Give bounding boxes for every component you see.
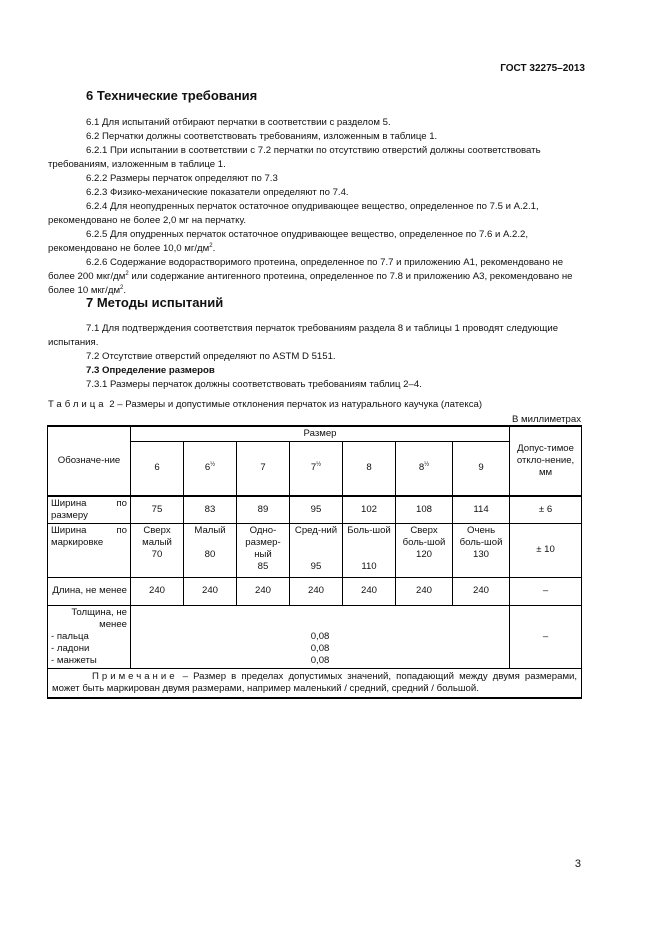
paragraph-7-3-1: 7.3.1 Размеры перчаток должны соответствовать требованиям таблиц 2–4. (86, 379, 422, 390)
table-note-row (48, 668, 582, 698)
table-cell: 240 (131, 577, 184, 605)
header-designation: Обозначе-ние (48, 426, 131, 496)
table-cell: Боль-шой 110 (343, 523, 396, 577)
table-cell: 83 (184, 496, 237, 524)
table-cell: Сверх боль-шой 120 (396, 523, 453, 577)
section-6-title: 6 Технические требования (86, 88, 258, 103)
table-row-thickness (48, 605, 582, 668)
table-cell: 240 (453, 577, 510, 605)
paragraph-6-2-1: 6.2.1 При испытании в соответствии с 7.2 перчатки по отсутствию отверстий должны соответствовать требованиям, изложенным в таблице 1. (48, 145, 541, 170)
table-caption: Таблица 2 – Размеры и допустимые отклонения перчаток из натурального каучука (латекса) (48, 399, 483, 410)
table-cell: 240 (184, 577, 237, 605)
size-cell: 6 (131, 442, 184, 496)
size-cell: 8 (343, 442, 396, 496)
table-cell: 95 (290, 496, 343, 524)
table-cell: 102 (343, 496, 396, 524)
table-header-row (48, 426, 582, 442)
paragraph-6-2-3: 6.2.3 Физико-механические показатели определяют по 7.4. (86, 187, 349, 198)
tolerance-cell: – (510, 605, 582, 668)
paragraph-6-1: 6.1 Для испытаний отбирают перчатки в соответствии с разделом 5. (86, 117, 391, 128)
table-cell: 240 (396, 577, 453, 605)
table-cell: Сред-ний 95 (290, 523, 343, 577)
row-label: Ширина по размеру (48, 496, 131, 524)
thickness-values: 0,08 0,08 0,08 (131, 605, 510, 668)
paragraph-7-2: 7.2 Отсутствие отверстий определяют по ASTM D 5151. (86, 351, 336, 362)
table-cell: 108 (396, 496, 453, 524)
table-note: Примечание – Размер в пределах допустимых значений, попадающий между двумя размерами, может быть маркирован двумя размерами, например маленький / средний, средний / большой. (48, 668, 582, 698)
table-cell: 75 (131, 496, 184, 524)
table-cell: 114 (453, 496, 510, 524)
table-cell: Сверх малый 70 (131, 523, 184, 577)
header-tolerance: Допус-тимое откло-нение, мм (510, 426, 582, 496)
table-cell: 89 (237, 496, 290, 524)
table-row-length (48, 577, 582, 605)
table-cell: 240 (237, 577, 290, 605)
size-cell: $7^{\frac{1}{2}}$ (290, 442, 343, 496)
document-code: ГОСТ 32275–2013 (500, 63, 585, 74)
tolerance-cell: ± 10 (510, 523, 582, 577)
size-cell: $8^{\frac{1}{2}}$ (396, 442, 453, 496)
paragraph-7-3: 7.3 Определение размеров (86, 365, 215, 376)
header-size: Размер (131, 426, 510, 442)
paragraph-6-2: 6.2 Перчатки должны соответствовать требованиям, изложенным в таблице 1. (86, 131, 438, 142)
table-cell: Малый 80 (184, 523, 237, 577)
page-number: 3 (574, 858, 581, 870)
row-label: Ширина по маркировке (48, 523, 131, 577)
paragraph-7-1: 7.1 Для подтверждения соответствия перчаток требованиям раздела 8 и таблицы 1 проводят следующие испытания. (48, 323, 559, 348)
table-cell: Очень боль-шой 130 (453, 523, 510, 577)
size-cell: 7 (237, 442, 290, 496)
paragraph-6-2-5: 6.2.5 Для опудренных перчаток остаточное опудривающее вещество, определенное по 7.6 и А.2.2, рекомендовано не более 10,0 $мг/дм^2$. (48, 229, 529, 254)
size-cell: $6^{\frac{1}{2}}$ (184, 442, 237, 496)
row-label: Толщина, не менее - пальца - ладони - манжеты (48, 605, 131, 668)
section-7-title: 7 Методы испытаний (86, 295, 224, 310)
table-row-width-mark (48, 523, 582, 577)
table-cell: 240 (290, 577, 343, 605)
paragraph-6-2-2: 6.2.2 Размеры перчаток определяют по 7.3 (86, 173, 278, 184)
table-units: В миллиметрах (511, 414, 581, 425)
row-label: Длина, не менее (48, 577, 131, 605)
table-row-width-size (48, 496, 582, 524)
size-table (47, 425, 582, 699)
paragraph-6-2-6: 6.2.6 Содержание водорастворимого протеина, определенное по 7.7 и приложению А1, рекомендовано не более 200 мкг/$дм^2$ или содержание антигенного протеина, определенное по 7.8 и приложению А3, рекомендовано не более 10 мкг/$дм^2$. (48, 257, 573, 296)
table-cell: Одно-размер-ный 85 (237, 523, 290, 577)
paragraph-6-2-4: 6.2.4 Для неопудренных перчаток остаточное опудривающее вещество, определенное по 7.5 и А.2.1, рекомендовано не более 2,0 мг на перчатку. (48, 201, 539, 226)
size-cell: 9 (453, 442, 510, 496)
tolerance-cell: – (510, 577, 582, 605)
tolerance-cell: ± 6 (510, 496, 582, 524)
table-cell: 240 (343, 577, 396, 605)
